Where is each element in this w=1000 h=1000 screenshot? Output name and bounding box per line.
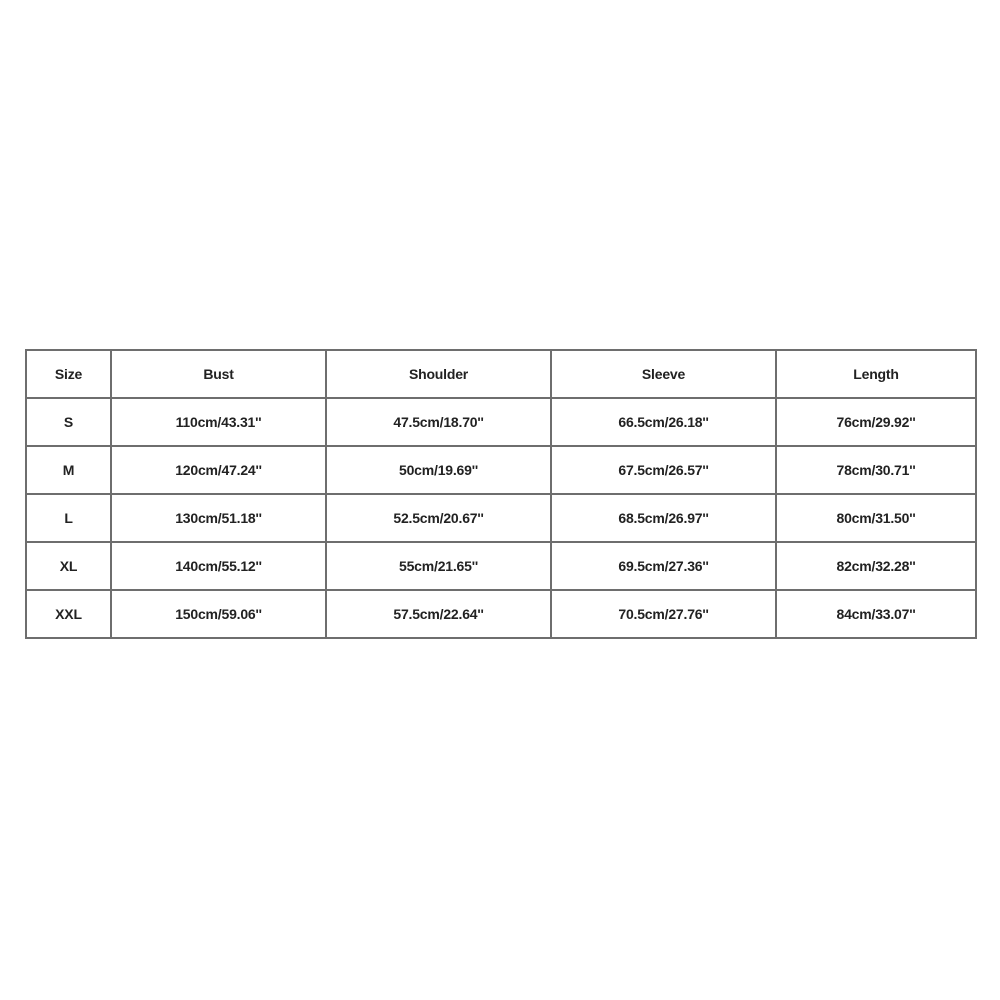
table-row [26, 494, 976, 542]
table-row [26, 446, 976, 494]
cell-size: XXL [26, 590, 111, 638]
cell-shoulder: 57.5cm/22.64'' [326, 590, 551, 638]
table-row [26, 398, 976, 446]
header-shoulder: Shoulder [326, 350, 551, 398]
header-sleeve: Sleeve [551, 350, 776, 398]
cell-size: XL [26, 542, 111, 590]
table-row [26, 542, 976, 590]
cell-bust: 140cm/55.12'' [111, 542, 326, 590]
cell-length: 80cm/31.50'' [776, 494, 976, 542]
cell-shoulder: 52.5cm/20.67'' [326, 494, 551, 542]
cell-bust: 150cm/59.06'' [111, 590, 326, 638]
header-length: Length [776, 350, 976, 398]
table-row [26, 590, 976, 638]
cell-sleeve: 69.5cm/27.36'' [551, 542, 776, 590]
cell-size: M [26, 446, 111, 494]
cell-length: 76cm/29.92'' [776, 398, 976, 446]
cell-shoulder: 50cm/19.69'' [326, 446, 551, 494]
cell-size: L [26, 494, 111, 542]
cell-shoulder: 55cm/21.65'' [326, 542, 551, 590]
cell-shoulder: 47.5cm/18.70'' [326, 398, 551, 446]
cell-sleeve: 67.5cm/26.57'' [551, 446, 776, 494]
cell-sleeve: 66.5cm/26.18'' [551, 398, 776, 446]
cell-length: 78cm/30.71'' [776, 446, 976, 494]
cell-bust: 120cm/47.24'' [111, 446, 326, 494]
cell-bust: 110cm/43.31'' [111, 398, 326, 446]
cell-length: 82cm/32.28'' [776, 542, 976, 590]
header-bust: Bust [111, 350, 326, 398]
cell-bust: 130cm/51.18'' [111, 494, 326, 542]
cell-size: S [26, 398, 111, 446]
header-size: Size [26, 350, 111, 398]
cell-sleeve: 68.5cm/26.97'' [551, 494, 776, 542]
cell-length: 84cm/33.07'' [776, 590, 976, 638]
cell-sleeve: 70.5cm/27.76'' [551, 590, 776, 638]
table-header-row [26, 350, 976, 398]
size-chart-table [25, 349, 977, 639]
